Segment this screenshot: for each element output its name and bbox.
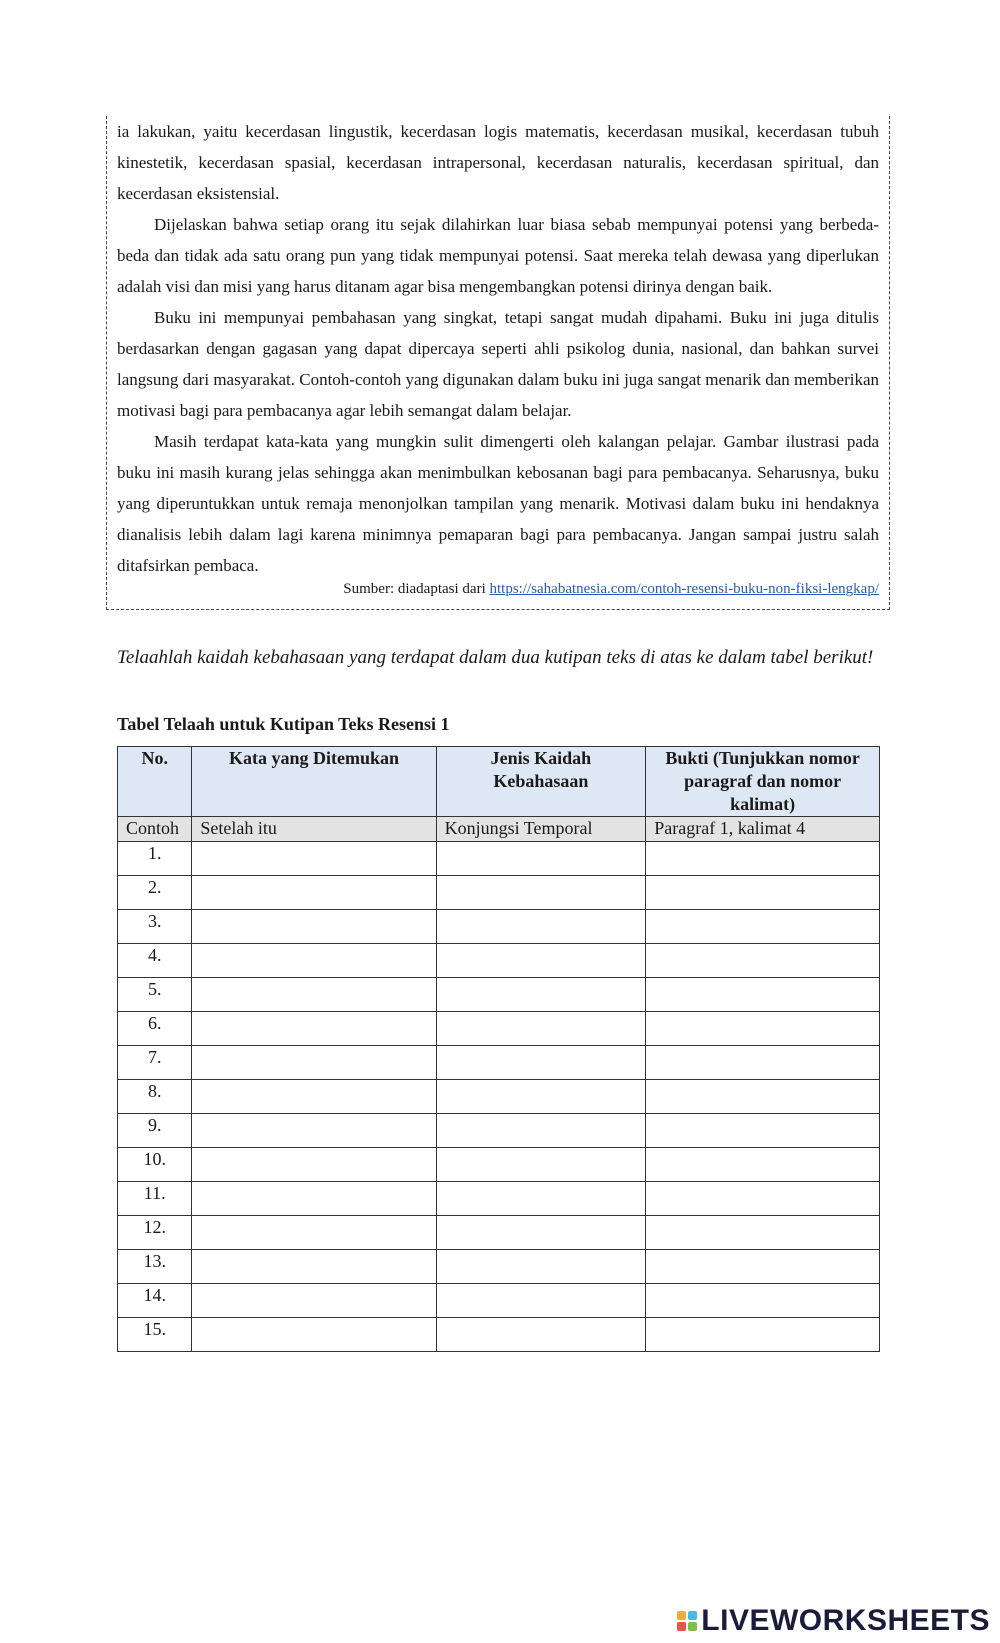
- answer-word-cell[interactable]: [192, 1114, 436, 1148]
- answer-proof-cell[interactable]: [646, 978, 880, 1012]
- row-number: 8.: [118, 1080, 192, 1114]
- table-row: [118, 1216, 880, 1250]
- answer-proof-cell[interactable]: [646, 1114, 880, 1148]
- answer-rule-cell[interactable]: [436, 1114, 646, 1148]
- source-link[interactable]: https://sahabatnesia.com/contoh-resensi-buku-non-fiksi-lengkap/: [489, 581, 879, 597]
- row-number: 9.: [118, 1114, 192, 1148]
- excerpt-paragraph-4: Masih terdapat kata-kata yang mungkin sulit dimengerti oleh kalangan pelajar. Gambar ilustrasi pada buku ini masih kurang jelas sehingga akan menimbulkan kebosanan bagi para pembacanya. Seharusnya, buku yang diperuntukkan untuk remaja menonjolkan tampilan yang menarik. Motivasi dalam buku ini hendaknya dianalisis lebih dalam lagi karena minimnya pemaparan bagi para pembacanya. Jangan sampai justru salah ditafsirkan pembaca.: [117, 432, 879, 575]
- answer-proof-cell[interactable]: [646, 1012, 880, 1046]
- row-number: 13.: [118, 1250, 192, 1284]
- row-number: 7.: [118, 1046, 192, 1080]
- answer-word-cell[interactable]: [192, 1318, 436, 1352]
- table-title: Tabel Telaah untuk Kutipan Teks Resensi 1: [117, 714, 450, 734]
- header-no: No.: [118, 747, 192, 817]
- table-row: [118, 1318, 880, 1352]
- logo-text: LIVEWORKSHEETS: [701, 1604, 990, 1637]
- answer-rule-cell[interactable]: [436, 978, 646, 1012]
- table-row: [118, 1284, 880, 1318]
- example-row: [118, 817, 880, 842]
- answer-word-cell[interactable]: [192, 842, 436, 876]
- answer-rule-cell[interactable]: [436, 944, 646, 978]
- answer-rule-cell[interactable]: [436, 842, 646, 876]
- example-proof: Paragraf 1, kalimat 4: [646, 817, 880, 842]
- answer-proof-cell[interactable]: [646, 876, 880, 910]
- row-number: 4.: [118, 944, 192, 978]
- answer-word-cell[interactable]: [192, 1080, 436, 1114]
- answer-word-cell[interactable]: [192, 1250, 436, 1284]
- row-number: 11.: [118, 1182, 192, 1216]
- excerpt-paragraph-2: Dijelaskan bahwa setiap orang itu sejak dilahirkan luar biasa sebab mempunyai potensi yang berbeda-beda dan tidak ada satu orang pun yang tidak mempunyai potensi. Saat mereka telah dewasa yang diperlukan adalah visi dan misi yang harus ditanam agar bisa mengembangkan potensi dirinya dengan baik.: [117, 215, 879, 296]
- table-row: [118, 1148, 880, 1182]
- table-row: [118, 1046, 880, 1080]
- answer-word-cell[interactable]: [192, 876, 436, 910]
- answer-proof-cell[interactable]: [646, 1216, 880, 1250]
- review-table: [117, 746, 880, 1352]
- answer-proof-cell[interactable]: [646, 944, 880, 978]
- table-row: [118, 1012, 880, 1046]
- answer-proof-cell[interactable]: [646, 1318, 880, 1352]
- answer-word-cell[interactable]: [192, 910, 436, 944]
- answer-rule-cell[interactable]: [436, 1080, 646, 1114]
- table-row: [118, 842, 880, 876]
- example-word: Setelah itu: [192, 817, 436, 842]
- answer-proof-cell[interactable]: [646, 1080, 880, 1114]
- answer-rule-cell[interactable]: [436, 1182, 646, 1216]
- header-rule: Jenis Kaidah Kebahasaan: [436, 747, 646, 817]
- excerpt-paragraph-3: Buku ini mempunyai pembahasan yang singkat, tetapi sangat mudah dipahami. Buku ini juga ditulis berdasarkan dengan gagasan yang dapat dipercaya seperti ahli psikolog dunia, nasional, dan bahkan survei langsung dari masyarakat. Contoh-contoh yang digunakan dalam buku ini juga sangat menarik dan memberikan motivasi bagi para pembacanya agar lebih semangat dalam belajar.: [117, 308, 879, 420]
- row-number: 3.: [118, 910, 192, 944]
- answer-proof-cell[interactable]: [646, 910, 880, 944]
- instruction-text: Telaahlah kaidah kebahasaan yang terdapat dalam dua kutipan teks di atas ke dalam tabel berikut!: [117, 647, 874, 668]
- answer-rule-cell[interactable]: [436, 1216, 646, 1250]
- logo-square-1: [677, 1611, 686, 1620]
- row-number: 5.: [118, 978, 192, 1012]
- excerpt-box: [106, 116, 890, 610]
- row-number: 1.: [118, 842, 192, 876]
- answer-rule-cell[interactable]: [436, 1148, 646, 1182]
- example-rule: Konjungsi Temporal: [436, 817, 646, 842]
- answer-rule-cell[interactable]: [436, 1284, 646, 1318]
- answer-word-cell[interactable]: [192, 1148, 436, 1182]
- answer-word-cell[interactable]: [192, 978, 436, 1012]
- row-number: 10.: [118, 1148, 192, 1182]
- answer-word-cell[interactable]: [192, 1046, 436, 1080]
- source-citation: [343, 579, 879, 599]
- table-row: [118, 1250, 880, 1284]
- table-row: [118, 910, 880, 944]
- answer-word-cell[interactable]: [192, 1012, 436, 1046]
- table-row: [118, 876, 880, 910]
- answer-word-cell[interactable]: [192, 944, 436, 978]
- answer-proof-cell[interactable]: [646, 1148, 880, 1182]
- table-row: [118, 978, 880, 1012]
- logo-square-4: [688, 1622, 697, 1631]
- answer-rule-cell[interactable]: [436, 876, 646, 910]
- answer-rule-cell[interactable]: [436, 910, 646, 944]
- answer-proof-cell[interactable]: [646, 1182, 880, 1216]
- table-row: [118, 1114, 880, 1148]
- answer-rule-cell[interactable]: [436, 1250, 646, 1284]
- answer-word-cell[interactable]: [192, 1284, 436, 1318]
- excerpt-paragraph-1: ia lakukan, yaitu kecerdasan lingustik, kecerdasan logis matematis, kecerdasan musikal, kecerdasan tubuh kinestetik, kecerdasan spasial, kecerdasan intrapersonal, kecerdasan naturalis, kecerdasan spiritual, dan kecerdasan eksistensial.: [117, 122, 879, 203]
- header-word: Kata yang Ditemukan: [192, 747, 436, 817]
- answer-proof-cell[interactable]: [646, 842, 880, 876]
- logo-icon: [677, 1611, 697, 1631]
- row-number: 14.: [118, 1284, 192, 1318]
- answer-proof-cell[interactable]: [646, 1046, 880, 1080]
- answer-proof-cell[interactable]: [646, 1284, 880, 1318]
- header-proof: Bukti (Tunjukkan nomor paragraf dan nomor kalimat): [646, 747, 880, 817]
- table-row: [118, 1080, 880, 1114]
- answer-rule-cell[interactable]: [436, 1046, 646, 1080]
- answer-word-cell[interactable]: [192, 1216, 436, 1250]
- row-number: 2.: [118, 876, 192, 910]
- table-row: [118, 1182, 880, 1216]
- answer-word-cell[interactable]: [192, 1182, 436, 1216]
- example-no: Contoh: [118, 817, 192, 842]
- row-number: 6.: [118, 1012, 192, 1046]
- row-number: 12.: [118, 1216, 192, 1250]
- liveworksheets-logo: [677, 1604, 990, 1638]
- table-header-row: [118, 747, 880, 817]
- row-number: 15.: [118, 1318, 192, 1352]
- logo-square-2: [688, 1611, 697, 1620]
- logo-square-3: [677, 1622, 686, 1631]
- table-row: [118, 944, 880, 978]
- answer-rule-cell[interactable]: [436, 1318, 646, 1352]
- answer-rule-cell[interactable]: [436, 1012, 646, 1046]
- source-prefix: Sumber: diadaptasi dari: [343, 581, 490, 597]
- answer-proof-cell[interactable]: [646, 1250, 880, 1284]
